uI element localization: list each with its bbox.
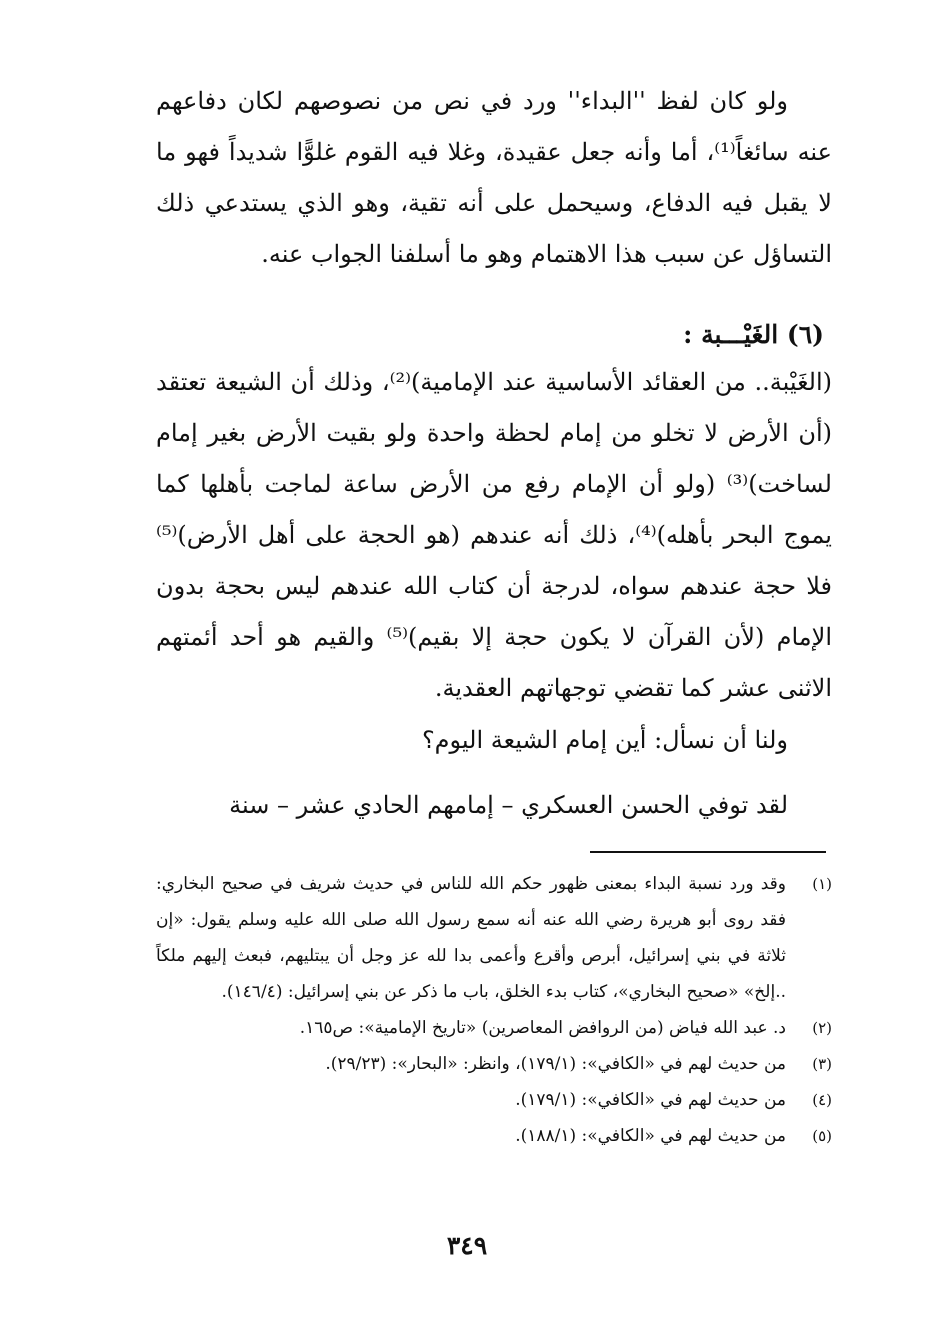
footnote-number: (٥) (812, 1127, 832, 1145)
footnote-text: من حديث لهم في «الكافي»: (١٧٩/١)، وانظر: «البحار»: (٢٩/٢٣). (325, 1054, 786, 1074)
paragraph-question: ولنا أن نسأل: أين إمام الشيعة اليوم؟ (421, 726, 788, 754)
footnote-number: (١) (812, 875, 832, 893)
section-heading-ghayba: (٦) الغَيْـــبة : (683, 320, 824, 349)
paragraph-ghayba: (الغَيْبة.. من العقائد الأساسية عند الإمامية)⁽²⁾، وذلك أن الشيعة تعتقد (أن الأرض لا تخلو من إمام لحظة واحدة ولو بقيت الأرض بغير إمام لساخت)⁽³⁾ (ولو أن الإمام رفع من الأرض ساعة لماجت بأهلها كما يموج البحر بأهله)⁽⁴⁾، ذلك أنه عندهم (هو الحجة على أهل الأرض)⁽⁵⁾ فلا حجة عندهم سواه، لدرجة أن كتاب الله عندهم ليس بحجة بدون الإمام (لأن القرآن لا يكون حجة إلا بقيم)⁽⁵⁾ والقيم هو أحد أئمتهم الاثنى عشر كما تقضي توجهاتهم العقدية. (156, 368, 832, 702)
footnote-text: وقد ورد نسبة البداء بمعنى ظهور حكم الله للناس في حديث شريف في صحيح البخاري: فقد روى أبو هريرة رضي الله عنه أنه سمع رسول الله صلى الله عليه وسلم يقول: «إن ثلاثة في بني إسرائيل، أبرص وأقرع وأعمى بدا لله عز وجل أن يبتليهم، فبعث إليهم ملكاً ..إلخ» «صحيح البخاري»، كتاب بدء الخلق، باب ما ذكر عن بني إسرائيل: (١٤٦/٤). (156, 874, 786, 1002)
page-number: ٣٤٩ (446, 1231, 488, 1260)
footnote-text: د. عبد الله فياض (من الروافض المعاصرين) «تاريخ الإمامية»: ص١٦٥. (299, 1018, 786, 1038)
footnote-text: من حديث لهم في «الكافي»: (١٧٩/١). (515, 1090, 786, 1110)
footnote-3 (156, 1046, 832, 1082)
footnote-4 (156, 1082, 832, 1118)
paragraph-albada: ولو كان لفظ ''البداء'' ورد في نص من نصوصهم لكان دفاعهم عنه سائغاً⁽¹⁾، أما وأنه جعل عقيدة، وغلا فيه القوم غلوًّا شديداً فهو ما لا يقبل فيه الدفاع، وسيحمل على أنه تقية، وهو الذي يستدعي ذلك التساؤل عن سبب هذا الاهتمام وهو ما أسلفنا الجواب عنه. (156, 87, 832, 268)
paragraph-askari: لقد توفي الحسن العسكري – إمامهم الحادي عشر – سنة (229, 791, 788, 819)
footnote-2 (156, 1010, 832, 1046)
footnote-separator (590, 851, 826, 853)
footnote-5 (156, 1118, 832, 1154)
footnote-text: من حديث لهم في «الكافي»: (١٨٨/١). (515, 1126, 786, 1146)
footnote-1 (156, 866, 832, 1010)
footnotes (156, 866, 832, 1154)
footnote-number: (٢) (812, 1019, 832, 1037)
footnote-number: (٤) (812, 1091, 832, 1109)
footnote-number: (٣) (812, 1055, 832, 1073)
